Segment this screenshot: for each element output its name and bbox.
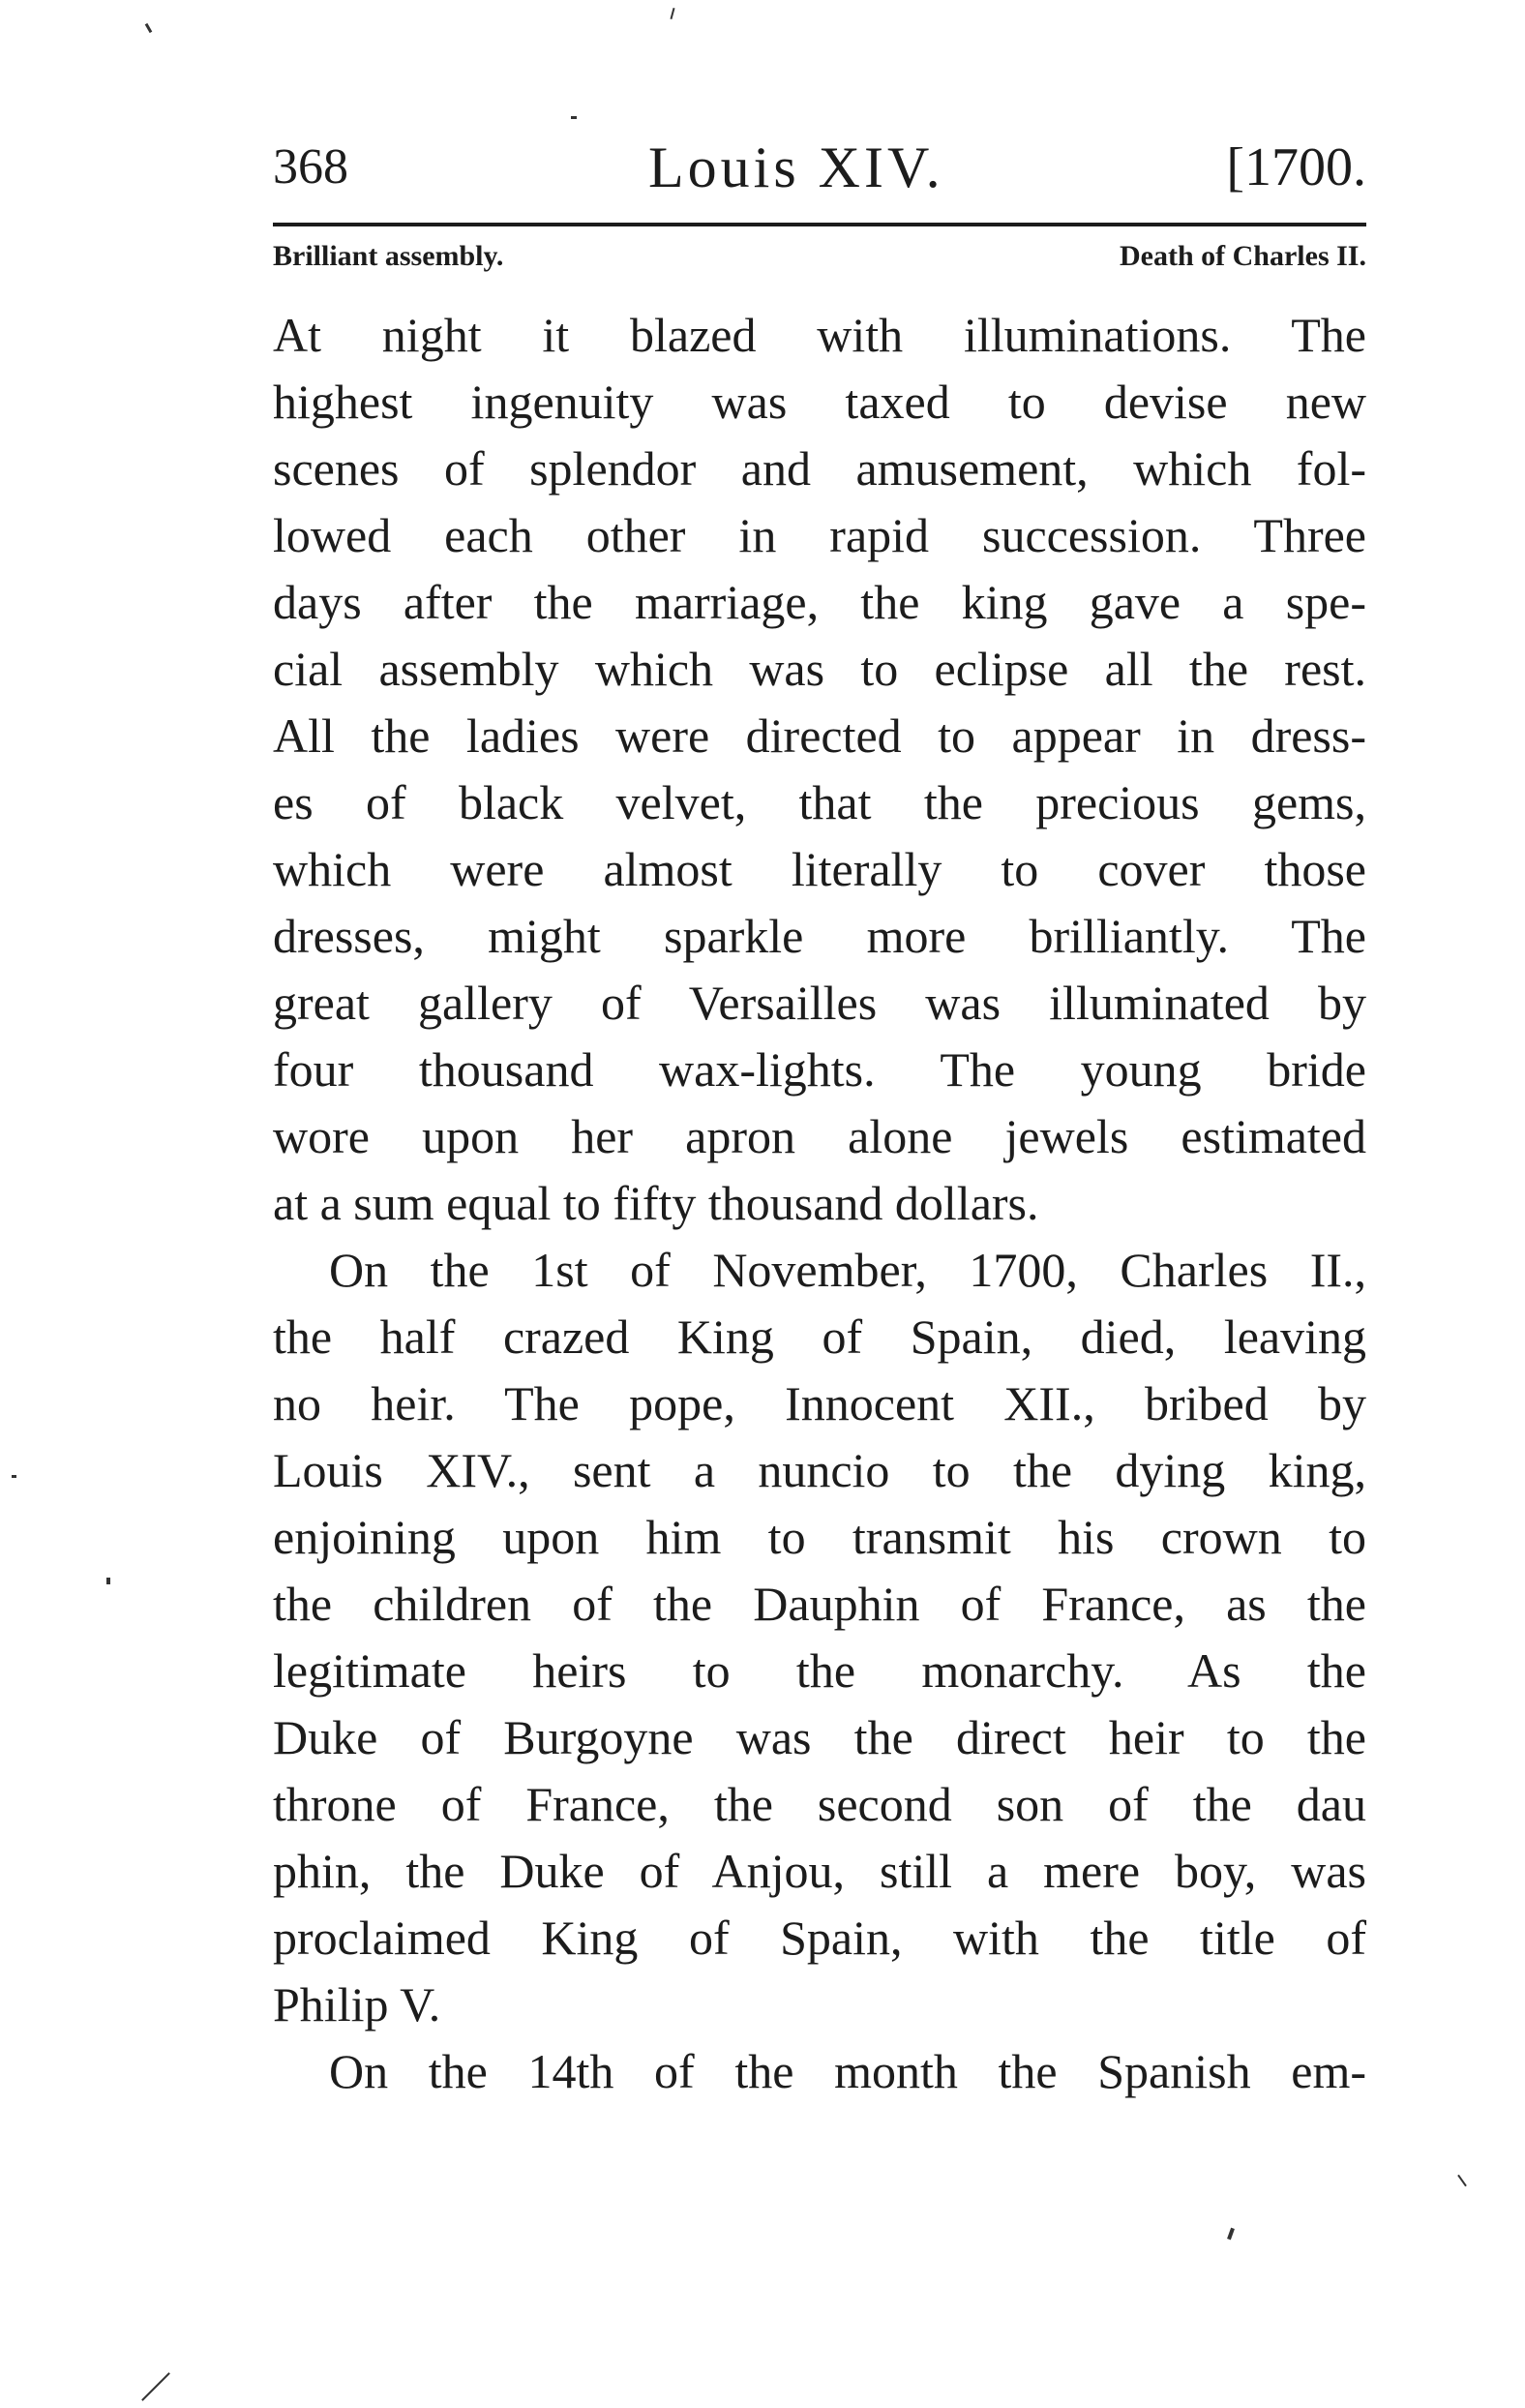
text-line: Duke of Burgoyne was the direct heir to the: [273, 1710, 1366, 1764]
text-line: At night it blazed with illuminations. The: [273, 308, 1366, 362]
text-line: the half crazed King of Spain, died, leaving: [273, 1309, 1366, 1364]
text-line: lowed each other in rapid succession. Three: [273, 508, 1366, 562]
text-line: enjoining upon him to transmit his crown to: [273, 1510, 1366, 1564]
speck: [141, 2372, 170, 2401]
text-line: On the 1st of November, 1700, Charles II.,: [329, 1243, 1366, 1297]
text-line: which were almost literally to cover those: [273, 842, 1366, 896]
body-text: [273, 302, 1366, 2105]
text-line: es of black velvet, that the precious gems,: [273, 775, 1366, 829]
text-line: Philip V.: [273, 1977, 441, 2032]
speck: [1457, 2175, 1467, 2187]
text-line: highest ingenuity was taxed to devise new: [273, 375, 1366, 429]
speck: [12, 1475, 16, 1478]
page-header: [273, 124, 1366, 211]
text-line: wore upon her apron alone jewels estimated: [273, 1109, 1366, 1163]
text-line: legitimate heirs to the monarchy. As the: [273, 1643, 1366, 1698]
speck: [670, 8, 674, 19]
text-line: All the ladies were directed to appear in dress-: [273, 708, 1366, 763]
subhead-left: Brilliant assembly.: [273, 240, 504, 272]
text-line: Louis XIV., sent a nuncio to the dying king,: [273, 1443, 1366, 1497]
text-line: cial assembly which was to eclipse all the rest.: [273, 642, 1366, 696]
subhead-right: Death of Charles II.: [1120, 240, 1366, 272]
text-line: dresses, might sparkle more brilliantly. The: [273, 909, 1366, 963]
year-marker: [1700.: [1226, 137, 1366, 197]
text-line: scenes of splendor and amusement, which fol-: [273, 441, 1366, 496]
running-title: Louis XIV.: [648, 135, 944, 199]
text-line: at a sum equal to fifty thousand dollars.: [273, 1176, 1039, 1230]
text-line: On the 14th of the month the Spanish em-: [329, 2044, 1366, 2098]
marginal-subheads: [273, 232, 1366, 281]
text-line: proclaimed King of Spain, with the title of: [273, 1911, 1366, 1965]
text-line: the children of the Dauphin of France, as the: [273, 1577, 1366, 1631]
text-line: phin, the Duke of Anjou, still a mere boy, was: [273, 1844, 1366, 1898]
speck: [106, 1578, 110, 1584]
text-line: throne of France, the second son of the dau: [273, 1777, 1366, 1831]
header-rule: [273, 223, 1366, 226]
page-number: 368: [273, 139, 348, 195]
speck: [145, 23, 153, 33]
text-line: days after the marriage, the king gave a spe-: [273, 575, 1366, 629]
text-line: four thousand wax-lights. The young bride: [273, 1042, 1366, 1097]
speck: [1227, 2228, 1235, 2241]
speck: [571, 116, 577, 119]
text-line: great gallery of Versailles was illuminated by: [273, 976, 1366, 1030]
text-line: no heir. The pope, Innocent XII., bribed by: [273, 1376, 1366, 1430]
